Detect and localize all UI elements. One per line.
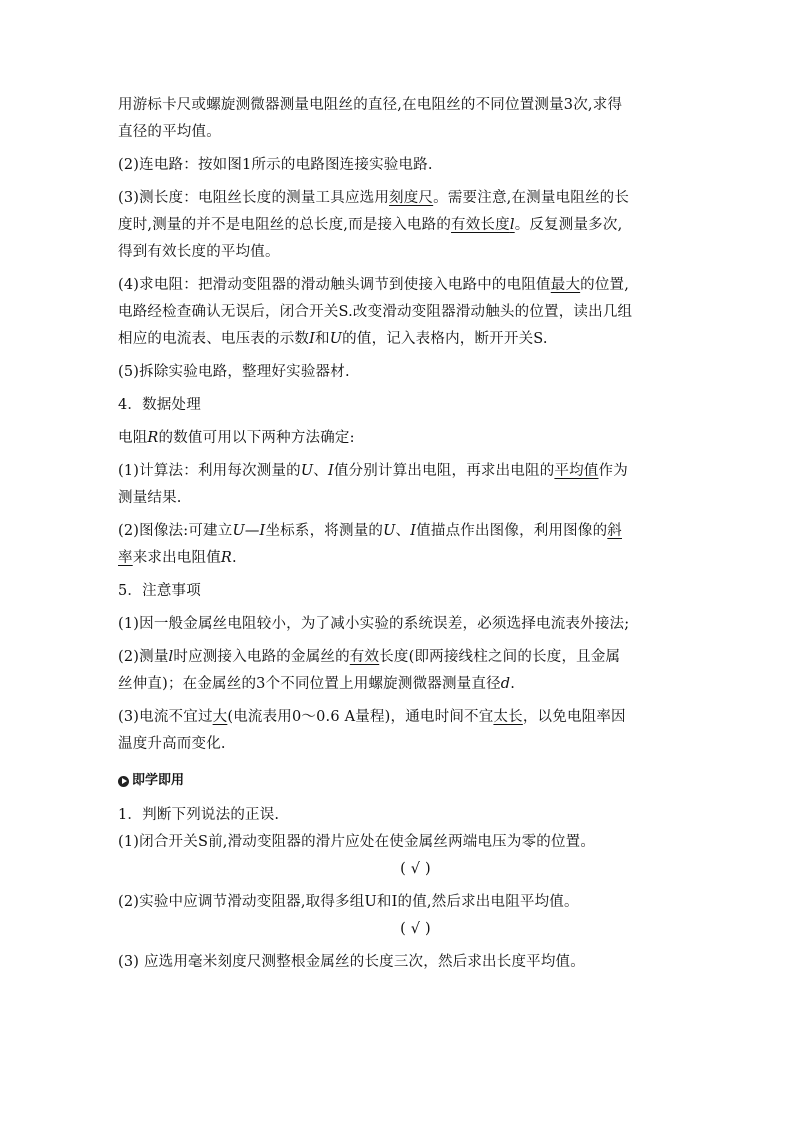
variable: d — [500, 676, 511, 692]
text: 。反复测量多次, — [514, 217, 623, 233]
text: 5．注意事项 — [118, 583, 201, 599]
text-line — [118, 92, 683, 119]
text: 值分别计算出电阻，再求出电阻的 — [333, 463, 555, 479]
text: 用游标卡尺或螺旋测微器测量电阻丝的直径,在电阻丝的不同位置测量3次,求得 — [118, 97, 623, 113]
text: 温度升高而变化. — [118, 736, 226, 752]
text: 1．判断下列说法的正误. — [118, 807, 280, 823]
question-line — [118, 802, 683, 829]
text: 时应测接入电路的金属丝的 — [173, 649, 350, 665]
section-heading — [118, 392, 683, 419]
variable: l — [168, 649, 174, 665]
text: 、 — [395, 523, 411, 539]
document-page — [118, 92, 683, 976]
underlined-answer: 斜 — [607, 523, 622, 539]
text-line — [118, 485, 683, 512]
section-heading — [118, 578, 683, 605]
text: 的数值可用以下两种方法确定: — [158, 430, 355, 446]
text-line — [118, 119, 683, 146]
text: (3)电流不宜过 — [118, 709, 213, 725]
text-line — [118, 425, 683, 452]
statement-line — [118, 949, 683, 976]
text: 的位置, — [580, 277, 630, 293]
variable: U — [329, 331, 343, 347]
text-line — [118, 326, 683, 353]
text-line — [118, 545, 683, 572]
text: 。需要注意,在测量电阻丝的长 — [433, 190, 630, 206]
underlined-answer: 大 — [212, 709, 228, 725]
text: 长度(即两接线柱之间的长度，且金属 — [379, 649, 621, 665]
text-line — [118, 272, 683, 299]
text-line — [118, 458, 683, 485]
text: (3) 应选用毫米刻度尺测整根金属丝的长度三次，然后求出长度平均值。 — [118, 954, 585, 970]
text-line — [118, 518, 683, 545]
text: 值描点作出图像，利用图像的 — [416, 523, 608, 539]
text: 得到有效长度的平均值。 — [118, 244, 280, 260]
variable: R — [147, 430, 159, 446]
underlined-answer: 有效 — [349, 649, 380, 665]
play-circle-icon — [118, 776, 129, 787]
variable: I — [410, 523, 417, 539]
text-line — [118, 239, 683, 266]
text: 4．数据处理 — [118, 397, 201, 413]
text: ( √ ) — [400, 921, 431, 937]
underlined-answer: 太长 — [493, 709, 523, 725]
variable: U—I — [232, 523, 266, 539]
text: 电阻 — [118, 430, 148, 446]
text-line — [118, 299, 683, 326]
text: 相应的电流表、电压表的示数 — [118, 331, 310, 347]
text: 直径的平均值。 — [118, 124, 221, 140]
text-line — [118, 671, 683, 698]
text: ( √ ) — [400, 861, 431, 877]
variable: U — [383, 523, 396, 539]
text-line — [118, 152, 683, 179]
text: 坐标系，将测量的 — [265, 523, 384, 539]
text: 作为 — [598, 463, 628, 479]
text: (3)测长度：电阻丝长度的测量工具应选用 — [118, 190, 390, 206]
text: (1)因一般金属丝电阻较小，为了减小实验的系统误差，必须选择电流表外接法; — [118, 616, 630, 632]
text: (2)实验中应调节滑动变阻器,取得多组U和I的值,然后求出电阻平均值。 — [118, 894, 579, 910]
statement-line — [118, 889, 683, 916]
text: (1)闭合开关S前,滑动变阻器的滑片应处在使金属丝两端电压为零的位置。 — [118, 834, 596, 850]
text: 丝伸直)；在金属丝的3个不同位置上用螺旋测微器测量直径 — [118, 676, 501, 692]
variable: I — [309, 331, 316, 347]
underlined-answer: 刻度尺 — [389, 190, 434, 206]
underlined-answer: 有效长度l — [451, 217, 515, 233]
text: 测量结果. — [118, 490, 182, 506]
variable: R — [220, 550, 233, 566]
variable: U — [300, 463, 314, 479]
underlined-answer: 率 — [118, 550, 133, 566]
text: (1)计算法：利用每次测量的 — [118, 463, 301, 479]
text-line — [118, 731, 683, 758]
section-header — [118, 766, 683, 796]
text: (2)连电路：按如图1所示的电路图连接实验电路. — [118, 157, 433, 173]
section-title: 即学即用 — [132, 773, 185, 788]
underlined-answer: 平均值 — [554, 463, 599, 479]
text: ，以免电阻率因 — [522, 709, 626, 725]
text: 度时,测量的并不是电阻丝的总长度,而是接入电路的 — [118, 217, 452, 233]
text-line — [118, 185, 683, 212]
text-line — [118, 359, 683, 386]
answer-mark — [118, 916, 683, 943]
text-line — [118, 611, 683, 638]
text: . — [232, 550, 237, 566]
text: 来求出电阻值 — [132, 550, 221, 566]
text: (5)拆除实验电路，整理好实验器材. — [118, 364, 350, 380]
text: (电流表用0～0.6 A量程)，通电时间不宜 — [227, 709, 494, 725]
variable: I — [327, 463, 334, 479]
text: 、 — [313, 463, 328, 479]
text: (2)测量 — [118, 649, 169, 665]
text: 的值，记入表格内，断开开关S. — [342, 331, 548, 347]
text: . — [510, 676, 516, 692]
answer-mark — [118, 856, 683, 883]
text-line — [118, 212, 683, 239]
underlined-answer: 最大 — [550, 277, 581, 293]
text: (4)求电阻：把滑动变阻器的滑动触头调节到使接入电路中的电阻值 — [118, 277, 551, 293]
text-line — [118, 644, 683, 671]
text-line — [118, 704, 683, 731]
text: 电路经检查确认无误后，闭合开关S.改变滑动变阻器滑动触头的位置，读出几组 — [118, 304, 633, 320]
statement-line — [118, 829, 683, 856]
text: 和 — [315, 331, 330, 347]
text: (2)图像法:可建立 — [118, 523, 233, 539]
